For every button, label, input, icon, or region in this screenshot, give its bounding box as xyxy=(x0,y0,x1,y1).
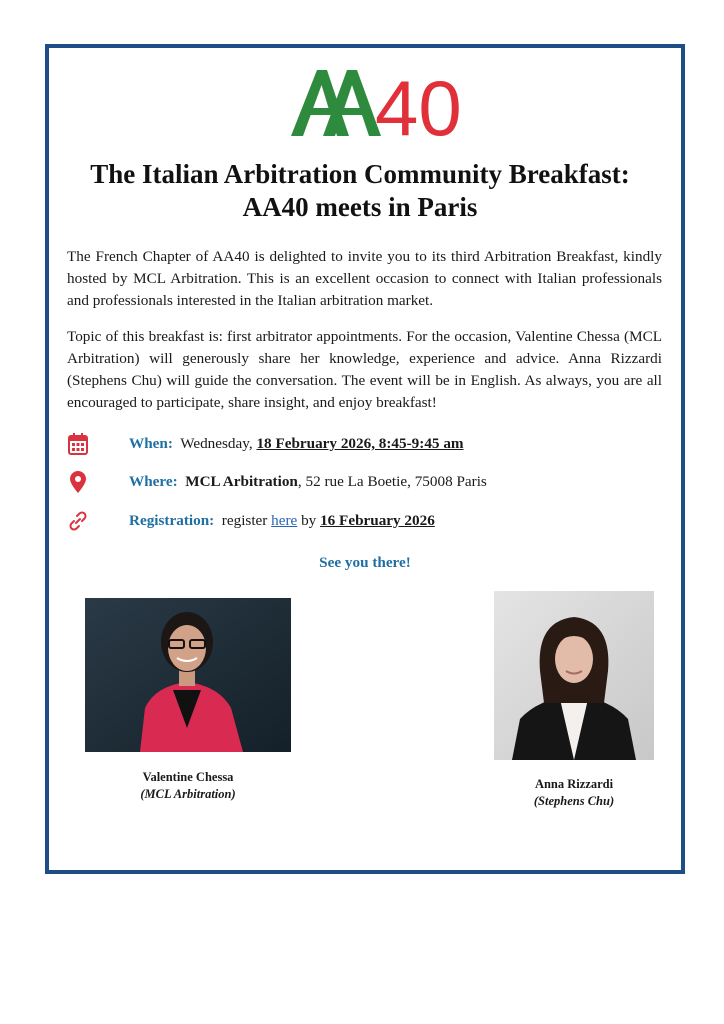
title-line-2: AA40 meets in Paris xyxy=(242,192,478,222)
page-title xyxy=(60,158,660,224)
speaker-photo-valentine xyxy=(85,598,291,752)
when-datetime: 18 February 2026, 8:45-9:45 am xyxy=(256,435,464,452)
when-label: When: xyxy=(129,435,173,452)
registration-deadline: 16 February 2026 xyxy=(320,512,435,529)
where-label: Where: xyxy=(129,473,178,490)
speaker-caption-anna xyxy=(494,776,654,810)
speaker-caption-valentine xyxy=(100,769,276,803)
aa40-logo xyxy=(287,64,473,144)
where-text xyxy=(129,473,487,491)
registration-link[interactable]: here xyxy=(271,512,298,529)
registration-label: Registration: xyxy=(129,512,215,529)
logo-40-text: 40 xyxy=(375,64,462,144)
title-line-1: The Italian Arbitration Community Breakfast: xyxy=(90,159,630,189)
link-icon xyxy=(67,509,89,533)
intro-paragraph: The French Chapter of AA40 is delighted to invite you to its third Arbitration Breakfast, kindly hosted by MCL Arbitration. This is an excellent occasion to connect with Italian professionals and professionals interested in the Italian arbitration market. xyxy=(67,248,662,309)
closing-text: See you there! xyxy=(319,554,411,571)
when-text xyxy=(129,435,464,453)
registration-row xyxy=(67,508,435,534)
where-address: , 52 rue La Boetie, 75008 Paris xyxy=(297,473,487,490)
topic-paragraph: Topic of this breakfast is: first arbitrator appointments. For the occasion, Valentine Chessa (MCL Arbitration) will generously share her knowledge, experience and advice. Anna Rizzardi (Stephens Chu) will guide the conversation. The event will be in English. As always, you are all encouraged to participate, share insight, and enjoy breakfast! xyxy=(67,328,662,411)
speaker-org: (MCL Arbitration) xyxy=(140,787,236,801)
speaker-org: (Stephens Chu) xyxy=(533,794,615,808)
speaker-name: Valentine Chessa xyxy=(142,770,234,784)
where-row xyxy=(67,469,487,495)
calendar-icon xyxy=(67,432,89,456)
registration-mid: by xyxy=(301,512,317,529)
location-pin-icon xyxy=(67,470,89,494)
speaker-name: Anna Rizzardi xyxy=(534,777,614,791)
when-row xyxy=(67,431,464,457)
speaker-photo-anna xyxy=(494,591,654,760)
where-venue: MCL Arbitration xyxy=(185,473,298,490)
registration-pre: register xyxy=(221,512,268,529)
when-day: Wednesday, xyxy=(180,435,253,452)
registration-text xyxy=(129,512,435,530)
